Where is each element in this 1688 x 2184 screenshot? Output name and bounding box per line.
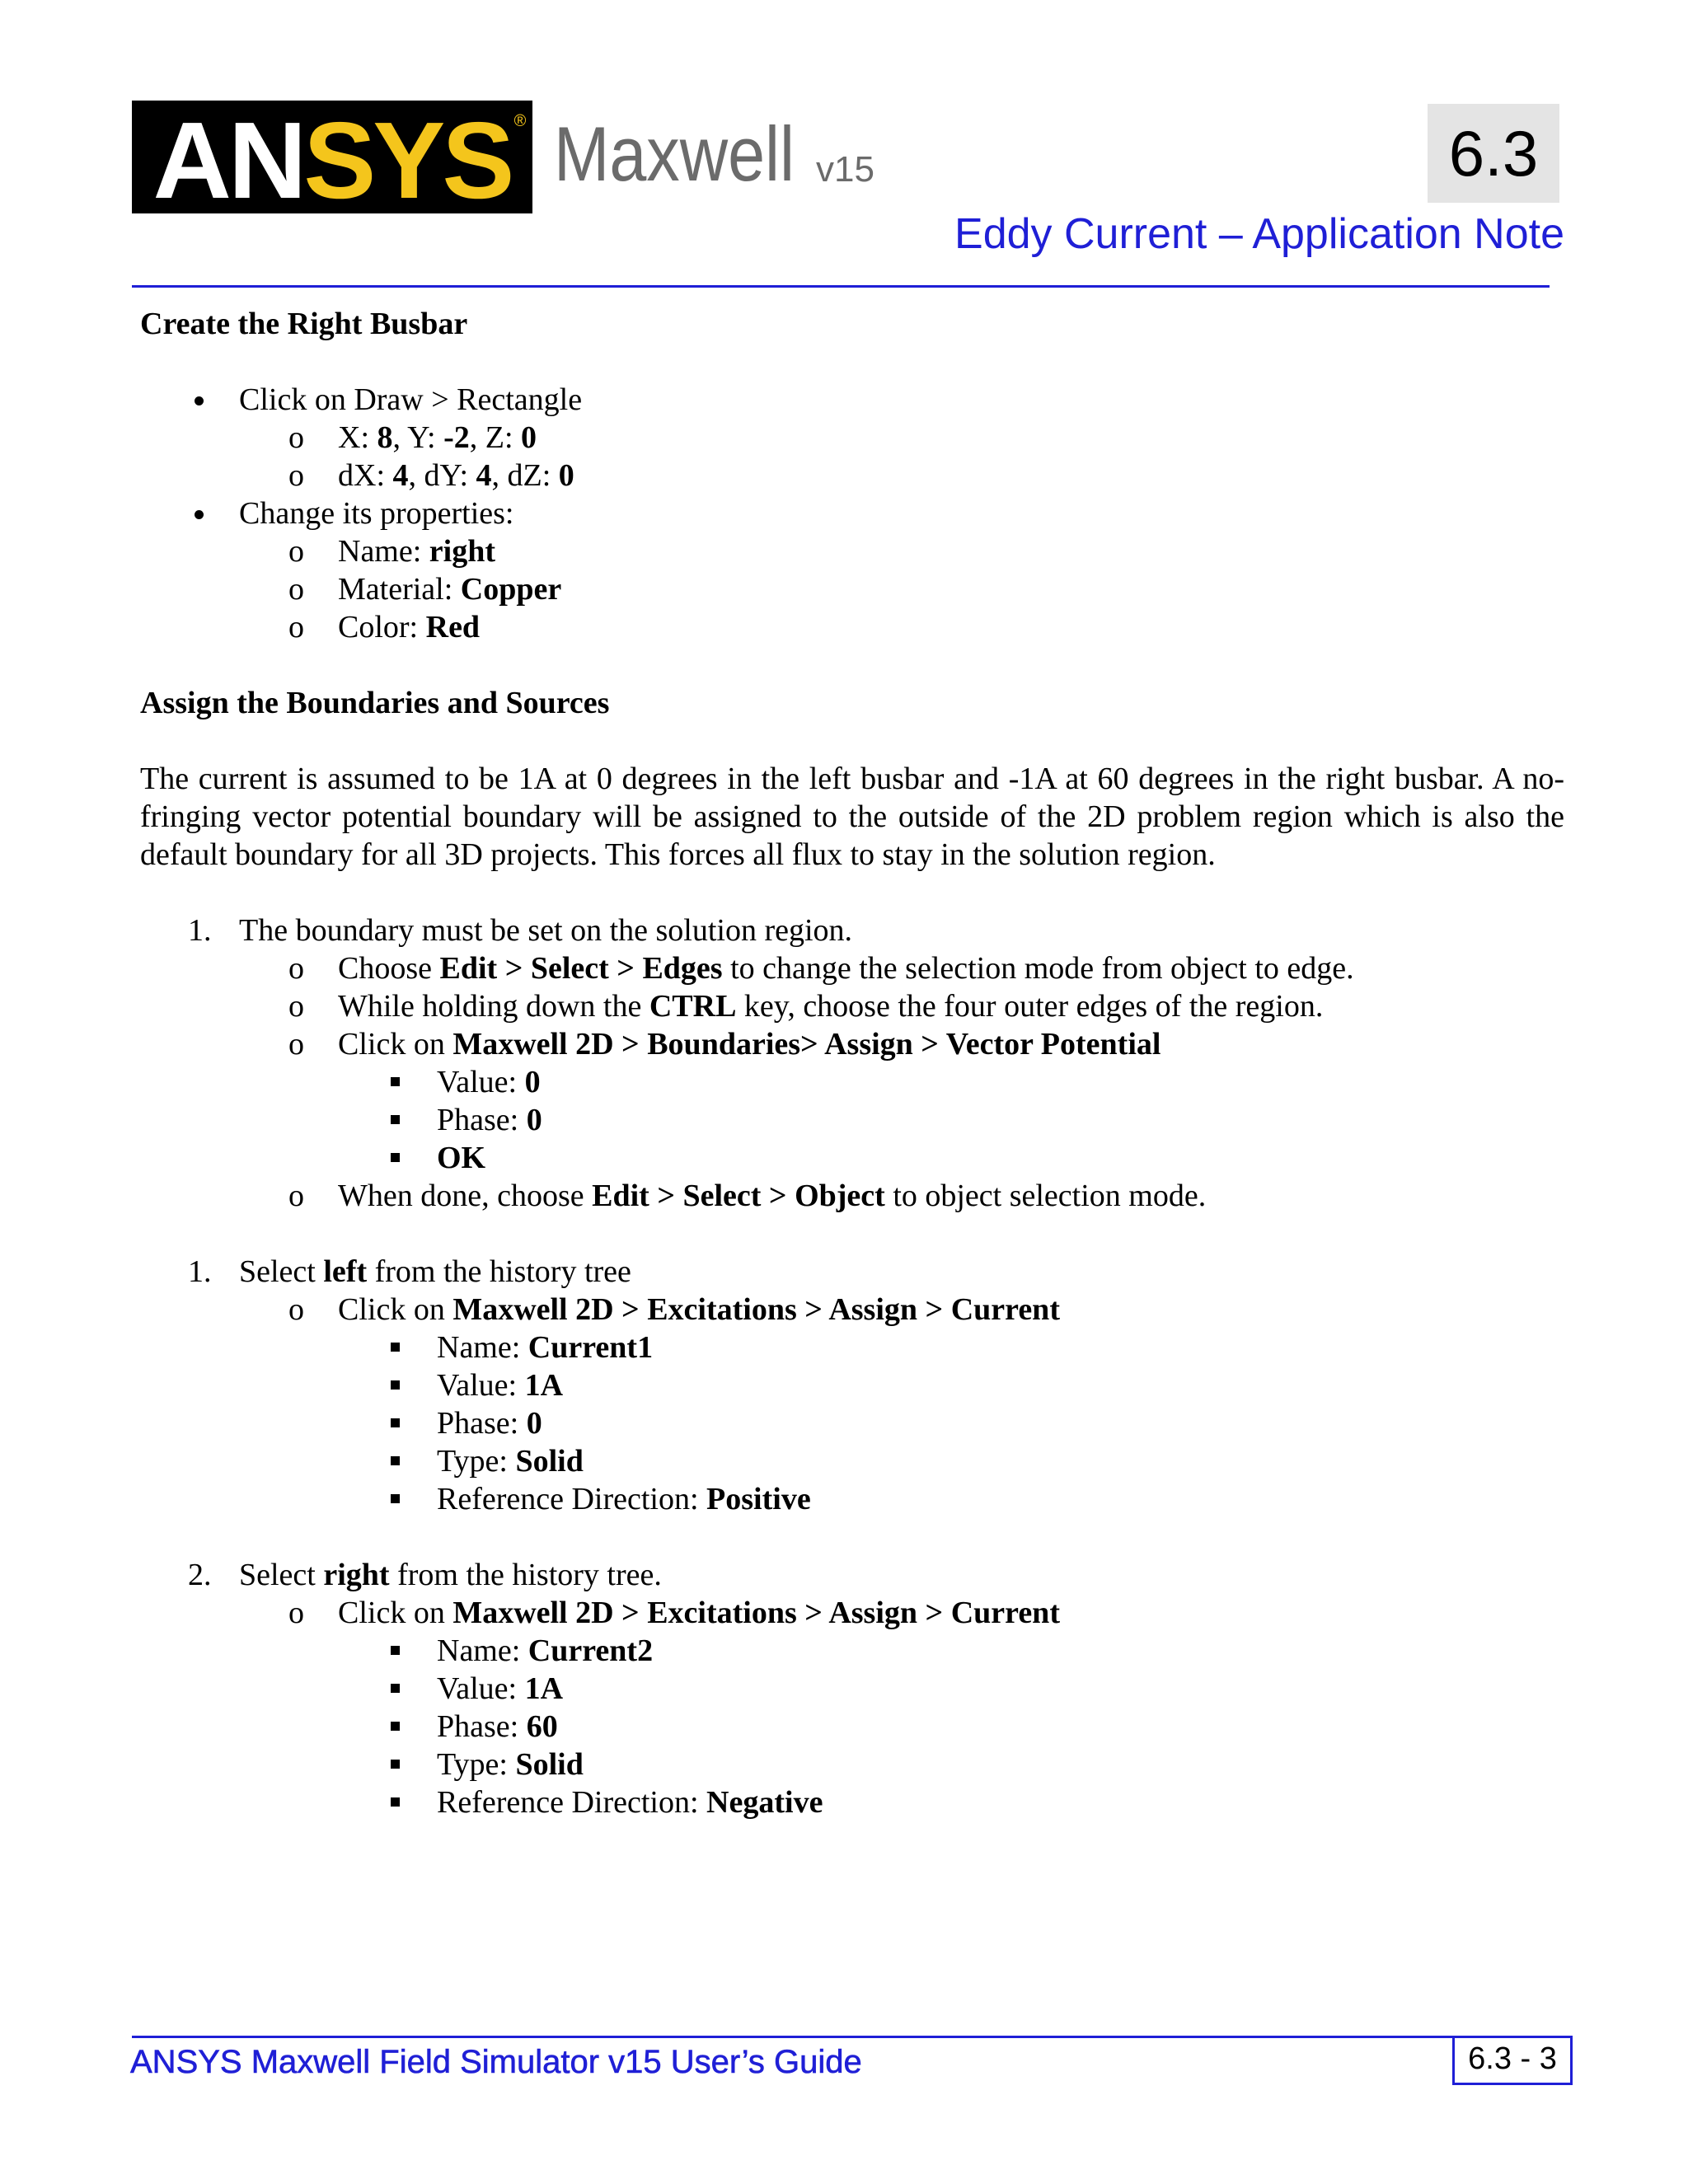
property-value: right [429, 534, 496, 569]
text: While holding down the [338, 989, 649, 1024]
field-label: Type: [437, 1444, 516, 1479]
document-body [140, 305, 1566, 1821]
size-dz: 0 [558, 458, 574, 493]
position-label-x: X: [338, 420, 377, 455]
item-number: 2. [188, 1558, 212, 1592]
circle-bullet-icon: o [288, 1027, 304, 1062]
size-label-dy: , dY: [408, 458, 476, 493]
list-item [140, 987, 1566, 1025]
list-item [140, 1063, 1566, 1101]
field-label: Value: [437, 1065, 525, 1099]
circle-bullet-icon: o [288, 1292, 304, 1327]
property-value: Red [425, 610, 481, 644]
spacer [140, 722, 1566, 760]
product-name: Maxwell [554, 110, 795, 197]
position-x: 8 [377, 420, 393, 455]
circle-bullet-icon: o [288, 989, 304, 1024]
list-item [140, 494, 1566, 532]
text: Click on [338, 1027, 453, 1062]
list-item [140, 1746, 1566, 1783]
section-heading-right-busbar: Create the Right Busbar [140, 307, 468, 341]
menu-path: Edit > Select > Edges [439, 951, 723, 986]
footer-divider [132, 2036, 1573, 2038]
circle-bullet-icon: o [288, 1596, 304, 1630]
numbered-item [140, 912, 1566, 949]
list-item [140, 1783, 1566, 1821]
list-item [140, 949, 1566, 987]
numbered-item [140, 1253, 1566, 1291]
list-item [140, 608, 1566, 646]
field-label: Phase: [437, 1709, 527, 1744]
list-item-text: Click on Draw > Rectangle [239, 382, 583, 417]
logo-text-sys: SYS [303, 99, 512, 221]
field-label: Reference Direction: [437, 1785, 707, 1820]
section-heading-boundaries: Assign the Boundaries and Sources [140, 686, 610, 720]
position-y: -2 [443, 420, 470, 455]
field-label: Value: [437, 1368, 525, 1403]
item-number: 1. [188, 913, 212, 948]
position-label-y: , Y: [392, 420, 444, 455]
spacer [140, 1518, 1566, 1556]
registered-mark: ® [513, 111, 527, 130]
list-item [140, 1442, 1566, 1480]
circle-bullet-icon: o [288, 534, 304, 569]
field-value: Solid [515, 1747, 584, 1782]
menu-path: Maxwell 2D > Boundaries> Assign > Vector Potential [452, 1027, 1161, 1062]
property-label: Name: [338, 534, 429, 569]
field-label: Phase: [437, 1103, 527, 1137]
text: key, choose the four outer edges of the region. [736, 989, 1324, 1024]
position-label-z: , Z: [469, 420, 522, 455]
size-label-dz: , dZ: [491, 458, 559, 493]
field-value: 0 [526, 1406, 542, 1441]
field-value: 1A [524, 1368, 564, 1403]
list-item [140, 1708, 1566, 1746]
text: from the history tree [367, 1254, 631, 1289]
field-label: Name: [437, 1330, 528, 1365]
property-value: Copper [460, 572, 562, 607]
field-value: Current2 [528, 1633, 654, 1668]
section-number-badge: 6.3 [1428, 104, 1559, 203]
circle-bullet-icon: o [288, 951, 304, 986]
field-value: Negative [706, 1785, 823, 1820]
text: Select [239, 1558, 324, 1592]
intro-paragraph: The current is assumed to be 1A at 0 degrees in the left busbar and -1A at 60 degrees in the right busbar. A no-fringing vector potential boundary will be assigned to the outside of the 2D problem region which is also the default boundary for all 3D projects. This forces all flux to stay in the solution region. [140, 762, 1564, 872]
spacer [140, 1215, 1566, 1253]
list-item [140, 1594, 1566, 1632]
text: from the history tree. [389, 1558, 662, 1592]
list-item-text: The boundary must be set on the solution region. [239, 913, 853, 948]
list-item [140, 1632, 1566, 1670]
size-dx: 4 [392, 458, 409, 493]
list-item [140, 1366, 1566, 1404]
text: to change the selection mode from object to edge. [722, 951, 1354, 986]
page-number: 6.3 - 3 [1452, 2036, 1573, 2085]
text: Click on [338, 1596, 453, 1630]
list-item [140, 1025, 1566, 1063]
circle-bullet-icon: o [288, 1179, 304, 1213]
text: Click on [338, 1292, 453, 1327]
logo-text-an: AN [152, 99, 304, 221]
field-value: Solid [515, 1444, 584, 1479]
item-number: 1. [188, 1254, 212, 1289]
field-value: Current1 [528, 1330, 654, 1365]
object-name: right [323, 1558, 390, 1592]
property-label: Color: [338, 610, 426, 644]
circle-bullet-icon: o [288, 572, 304, 607]
field-label: Value: [437, 1671, 525, 1706]
field-value: 0 [524, 1065, 541, 1099]
list-item-text: Change its properties: [239, 496, 514, 531]
ansys-logo [132, 99, 532, 221]
field-label: Name: [437, 1633, 528, 1668]
list-item [140, 1291, 1566, 1329]
list-item [140, 381, 1566, 419]
object-name: left [323, 1254, 368, 1289]
key-name: CTRL [649, 989, 737, 1024]
field-label: Reference Direction: [437, 1482, 707, 1516]
footer-title: ANSYS Maxwell Field Simulator v15 User’s Guide [130, 2044, 862, 2080]
list-item [140, 570, 1566, 608]
text: Choose [338, 951, 440, 986]
logo-text [152, 99, 527, 221]
field-value: 1A [524, 1671, 564, 1706]
list-item [140, 1329, 1566, 1366]
field-value: 0 [526, 1103, 542, 1137]
ok-label: OK [437, 1141, 486, 1175]
field-value: 60 [526, 1709, 558, 1744]
field-label: Phase: [437, 1406, 527, 1441]
menu-path: Edit > Select > Object [592, 1179, 885, 1213]
text: When done, choose [338, 1179, 593, 1213]
spacer [140, 646, 1566, 684]
list-item [140, 1670, 1566, 1708]
property-label: Material: [338, 572, 461, 607]
list-item [140, 532, 1566, 570]
field-value: Positive [706, 1482, 811, 1516]
size-dy: 4 [476, 458, 492, 493]
field-label: Type: [437, 1747, 516, 1782]
text: to object selection mode. [884, 1179, 1207, 1213]
list-item [140, 419, 1566, 457]
circle-bullet-icon: o [288, 458, 304, 493]
numbered-item [140, 1556, 1566, 1594]
list-item [140, 1404, 1566, 1442]
spacer [140, 874, 1566, 912]
header-divider [132, 285, 1550, 288]
circle-bullet-icon: o [288, 420, 304, 455]
document-subtitle: Eddy Current – Application Note [954, 210, 1564, 258]
list-item [140, 1480, 1566, 1518]
size-label-dx: dX: [338, 458, 393, 493]
list-item [140, 1101, 1566, 1139]
circle-bullet-icon: o [288, 610, 304, 644]
text: Select [239, 1254, 324, 1289]
menu-path: Maxwell 2D > Excitations > Assign > Current [452, 1596, 1060, 1630]
spacer [140, 343, 1566, 381]
list-item [140, 1139, 1566, 1177]
list-item [140, 457, 1566, 494]
product-version: v15 [816, 149, 874, 190]
menu-path: Maxwell 2D > Excitations > Assign > Current [452, 1292, 1060, 1327]
position-z: 0 [521, 420, 537, 455]
list-item [140, 1177, 1566, 1215]
